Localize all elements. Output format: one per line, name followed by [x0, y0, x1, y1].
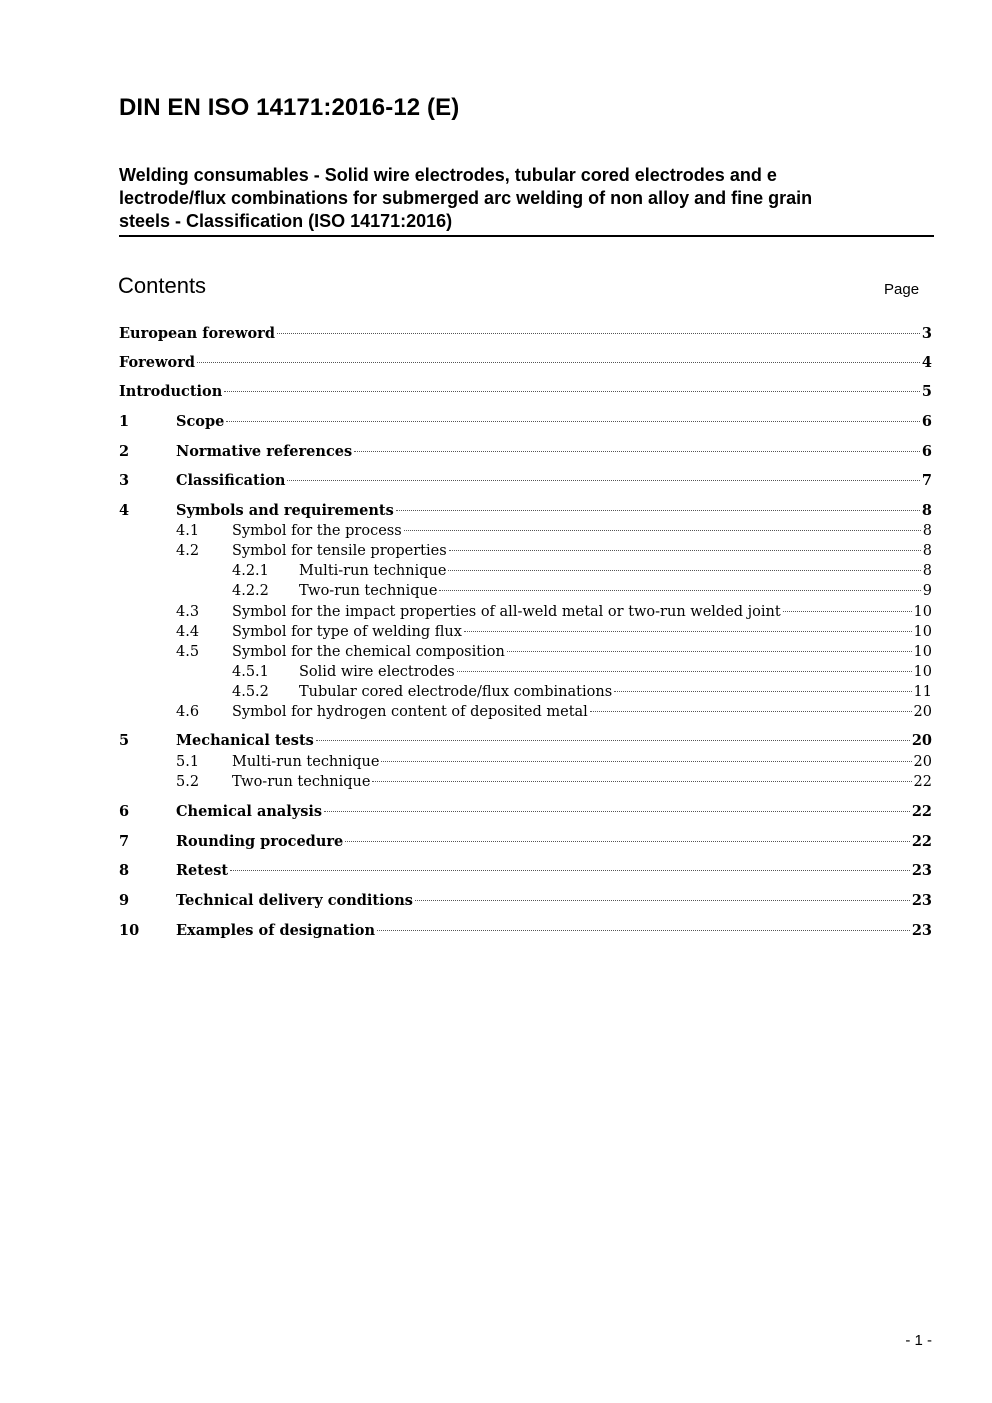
toc-entry-page[interactable]: 20 — [913, 754, 932, 770]
toc-entry[interactable] — [119, 861, 932, 881]
toc-entry-title[interactable]: Foreword — [119, 354, 195, 371]
page-number: - 1 - — [905, 1332, 932, 1349]
toc-entry-title[interactable]: Two-run technique — [232, 774, 371, 790]
toc-entry[interactable] — [119, 731, 932, 751]
toc-dot-leader — [439, 590, 920, 591]
toc-entry-number: 4.1 — [176, 523, 200, 539]
toc-entry[interactable] — [119, 921, 932, 941]
toc-entry-page[interactable]: 23 — [911, 862, 932, 879]
toc-dot-leader — [448, 570, 920, 571]
toc-entry[interactable] — [119, 802, 932, 822]
toc-entry-line — [176, 891, 932, 911]
toc-dot-leader — [449, 550, 921, 551]
toc-entry-number: 8 — [119, 862, 130, 879]
toc-dot-leader — [345, 841, 910, 842]
toc-entry-page[interactable]: 8 — [921, 502, 932, 519]
toc-entry-number: 5 — [119, 732, 130, 749]
toc-entry-page[interactable]: 10 — [913, 624, 932, 640]
toc-entry-page[interactable]: 23 — [911, 892, 932, 909]
toc-entry-number: 4.3 — [176, 604, 200, 620]
toc-entry[interactable] — [119, 521, 932, 541]
toc-entry-line — [176, 861, 932, 881]
toc-entry-page[interactable]: 6 — [921, 443, 932, 460]
toc-entry-page[interactable]: 5 — [921, 383, 932, 400]
toc-entry[interactable] — [119, 832, 932, 852]
toc-entry-line — [176, 442, 932, 462]
toc-entry-title[interactable]: Symbol for type of welding flux — [232, 624, 462, 640]
toc-entry-number: 7 — [119, 833, 130, 850]
toc-entry[interactable] — [119, 602, 932, 622]
toc-entry-number: 4.6 — [176, 704, 200, 720]
toc-entry-page[interactable]: 8 — [922, 563, 932, 579]
toc-entry-title[interactable]: Solid wire electrodes — [299, 664, 455, 680]
toc-dot-leader — [316, 740, 910, 741]
toc-dot-leader — [277, 333, 920, 334]
toc-entry[interactable] — [119, 622, 932, 642]
toc-entry-page[interactable]: 9 — [922, 583, 932, 599]
subtitle-line: lectrode/flux combinations for submerged arc welding of non alloy and fine grain — [119, 188, 813, 208]
toc-entry-line — [232, 642, 932, 662]
toc-dot-leader — [464, 631, 912, 632]
toc-dot-leader — [457, 671, 912, 672]
toc-dot-leader — [396, 510, 920, 511]
toc-entry-title[interactable]: Rounding procedure — [176, 833, 344, 850]
toc-entry-title[interactable]: Mechanical tests — [176, 732, 314, 749]
toc-entry-line — [232, 602, 932, 622]
toc-dot-leader — [372, 781, 911, 782]
toc-entry-number: 4.2 — [176, 543, 200, 559]
toc-entry-line — [176, 921, 932, 941]
toc-entry-page[interactable]: 23 — [911, 922, 932, 939]
toc-entry-title[interactable]: Symbol for hydrogen content of deposited metal — [232, 704, 588, 720]
toc-entry-line — [119, 382, 932, 402]
toc-entry-title[interactable]: Symbol for tensile properties — [232, 543, 447, 559]
toc-entry-number: 4.4 — [176, 624, 200, 640]
toc-entry[interactable] — [119, 561, 932, 581]
toc-dot-leader — [287, 480, 919, 481]
toc-dot-leader — [197, 362, 920, 363]
toc-entry-line — [119, 324, 932, 344]
toc-entry-page[interactable]: 4 — [921, 354, 932, 371]
toc-entry-title[interactable]: Examples of designation — [176, 922, 376, 939]
toc-dot-leader — [230, 870, 910, 871]
toc-dot-leader — [224, 391, 920, 392]
subtitle-line: Welding consumables - Solid wire electrodes, tubular cored electrodes and e — [119, 165, 777, 185]
toc-entry[interactable] — [119, 353, 932, 373]
document-title: DIN EN ISO 14171:2016-12 (E) — [119, 94, 460, 121]
subtitle-line: steels - Classification (ISO 14171:2016) — [119, 211, 453, 231]
toc-entry-line — [176, 501, 932, 521]
toc-entry-line — [232, 622, 932, 642]
toc-entry-number: 4.5.2 — [232, 684, 269, 700]
toc-entry[interactable] — [119, 382, 932, 402]
toc-entry-title[interactable]: Scope — [176, 413, 225, 430]
toc-entry[interactable] — [119, 581, 932, 601]
toc-entry-line — [299, 581, 932, 601]
toc-dot-leader — [507, 651, 912, 652]
document-subtitle — [119, 164, 934, 237]
toc-entry[interactable] — [119, 442, 932, 462]
toc-entry[interactable] — [119, 412, 932, 432]
toc-entry-number: 1 — [119, 413, 130, 430]
toc-dot-leader — [324, 811, 910, 812]
toc-entry-number: 6 — [119, 803, 130, 820]
toc-entry-title[interactable]: Two-run technique — [299, 583, 438, 599]
toc-entry-page[interactable]: 11 — [913, 684, 932, 700]
toc-entry-title[interactable]: Normative references — [176, 443, 353, 460]
toc-entry-line — [232, 521, 932, 541]
toc-entry[interactable] — [119, 891, 932, 911]
contents-heading: Contents — [118, 273, 207, 298]
toc-entry-number: 4.5.1 — [232, 664, 269, 680]
toc-entry-number: 9 — [119, 892, 130, 909]
toc-entry-line — [299, 662, 932, 682]
toc-dot-leader — [381, 761, 911, 762]
toc-entry-page[interactable]: 8 — [922, 523, 932, 539]
toc-entry-title[interactable]: Tubular cored electrode/flux combinations — [299, 684, 613, 700]
toc-entry-line — [176, 412, 932, 432]
toc-entry-page[interactable]: 22 — [911, 803, 932, 820]
toc-entry-number: 10 — [119, 922, 140, 939]
toc-entry-title[interactable]: Introduction — [119, 383, 223, 400]
toc-entry[interactable] — [119, 324, 932, 344]
toc-entry-page[interactable]: 20 — [911, 732, 932, 749]
toc-entry-title[interactable]: Retest — [176, 862, 229, 879]
toc-entry-page[interactable]: 10 — [913, 664, 932, 680]
toc-entry[interactable] — [119, 471, 932, 491]
toc-dot-leader — [415, 900, 910, 901]
toc-dot-leader — [614, 691, 911, 692]
toc-entry-page[interactable]: 10 — [913, 604, 932, 620]
toc-entry-number: 3 — [119, 472, 130, 489]
toc-entry-page[interactable]: 22 — [911, 833, 932, 850]
toc-entry-title[interactable]: Multi-run technique — [232, 754, 380, 770]
toc-dot-leader — [354, 451, 920, 452]
toc-entry[interactable] — [119, 662, 932, 682]
toc-entry-line — [232, 772, 932, 792]
toc-entry-title[interactable]: Symbol for the impact properties of all-weld metal or two-run welded joint — [232, 604, 781, 620]
toc-dot-leader — [377, 930, 910, 931]
toc-entry-number: 4 — [119, 502, 130, 519]
toc-entry-line — [176, 832, 932, 852]
toc-entry-line — [299, 561, 932, 581]
toc-entry-title[interactable]: Symbols and requirements — [176, 502, 394, 519]
toc-entry-line — [119, 353, 932, 373]
toc-entry-title[interactable]: Classification — [176, 472, 286, 489]
toc-entry[interactable] — [119, 541, 932, 561]
toc-entry-page[interactable]: 6 — [921, 413, 932, 430]
toc-entry-page[interactable]: 7 — [921, 472, 932, 489]
toc-entry-title[interactable]: Symbol for the chemical composition — [232, 644, 505, 660]
toc-entry[interactable] — [119, 682, 932, 702]
toc-entry-number: 2 — [119, 443, 130, 460]
toc-entry-title[interactable]: Chemical analysis — [176, 803, 323, 820]
toc-dot-leader — [590, 711, 912, 712]
page-column-label: Page — [884, 281, 920, 298]
toc-entry-number: 5.1 — [176, 754, 200, 770]
toc-entry[interactable] — [119, 501, 932, 521]
toc-dot-leader — [404, 530, 921, 531]
toc-entry-title[interactable]: Multi-run technique — [299, 563, 447, 579]
toc-entry-page[interactable]: 10 — [913, 644, 932, 660]
toc-dot-leader — [783, 611, 912, 612]
toc-entry[interactable] — [119, 772, 932, 792]
toc-entry[interactable] — [119, 752, 932, 772]
toc-entry-page[interactable]: 22 — [913, 774, 932, 790]
toc-entry-title[interactable]: European foreword — [119, 325, 275, 342]
toc-entry-line — [232, 541, 932, 561]
toc-entry-title[interactable]: Symbol for the process — [232, 523, 402, 539]
toc-entry-line — [299, 682, 932, 702]
toc-entry-line — [232, 702, 932, 722]
toc-entry-page[interactable]: 3 — [921, 325, 932, 342]
toc-entry-line — [176, 802, 932, 822]
toc-entry-line — [232, 752, 932, 772]
toc-entry-number: 4.5 — [176, 644, 200, 660]
toc-entry-page[interactable]: 8 — [922, 543, 932, 559]
toc-dot-leader — [226, 421, 920, 422]
toc-entry-line — [176, 731, 932, 751]
toc-entry-title[interactable]: Technical delivery conditions — [176, 892, 413, 909]
toc-entry-number: 5.2 — [176, 774, 200, 790]
toc-entry-line — [176, 471, 932, 491]
toc-entry-page[interactable]: 20 — [913, 704, 932, 720]
toc-entry-number: 4.2.1 — [232, 563, 269, 579]
toc-entry[interactable] — [119, 702, 932, 722]
toc-entry[interactable] — [119, 642, 932, 662]
toc-entry-number: 4.2.2 — [232, 583, 269, 599]
